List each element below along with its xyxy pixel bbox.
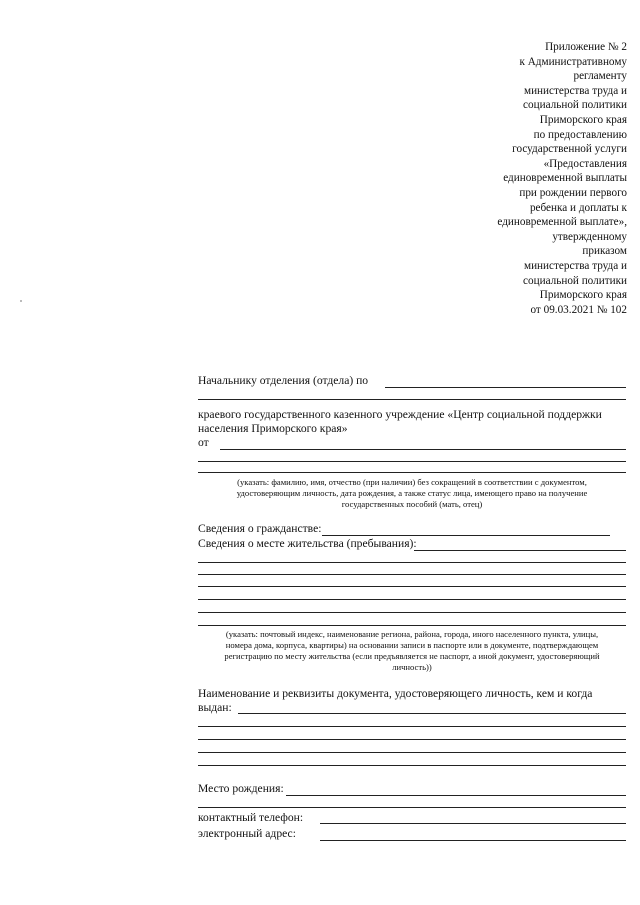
id-doc-field-3[interactable] bbox=[198, 739, 626, 740]
residence-field-6[interactable] bbox=[198, 612, 626, 613]
applicant-hint-1: (указать: фамилию, имя, отчество (при наличии) без сокращений в соответствии с документом, bbox=[237, 477, 587, 487]
header-line: Приложение № 2 bbox=[545, 41, 627, 53]
department-field[interactable] bbox=[385, 387, 626, 388]
applicant-hint-3: государственных пособий (мать, отец) bbox=[341, 499, 483, 509]
header-line: от 09.03.2021 № 102 bbox=[530, 303, 627, 316]
id-doc-field-2[interactable] bbox=[198, 726, 626, 727]
header-line: социальной политики bbox=[523, 274, 627, 287]
header-line: ребенка и доплаты к bbox=[529, 201, 627, 214]
residence-field-3[interactable] bbox=[198, 574, 626, 575]
header-line: утвержденному bbox=[552, 230, 627, 243]
header-line: «Предоставления bbox=[543, 157, 627, 170]
appendix-header bbox=[397, 40, 627, 317]
residence-field-4[interactable] bbox=[198, 586, 626, 587]
header-line: к Административному bbox=[519, 55, 627, 68]
id-doc-label: Наименование и реквизиты документа, удостоверяющего личность, кем и когда bbox=[198, 687, 593, 700]
header-line: единовременной выплате», bbox=[497, 216, 627, 229]
address-hint-4: личность)) bbox=[392, 662, 432, 672]
birthplace-label: Место рождения: bbox=[198, 782, 284, 795]
header-line: министерства труда и bbox=[523, 259, 627, 272]
header-line: Приморского края bbox=[539, 289, 627, 302]
header-line: приказом bbox=[582, 245, 627, 258]
citizenship-field[interactable] bbox=[322, 535, 610, 536]
id-doc-field[interactable] bbox=[238, 713, 626, 714]
header-line: регламенту bbox=[573, 70, 627, 83]
birthplace-field[interactable] bbox=[286, 795, 626, 796]
header-line: при рождении первого bbox=[519, 186, 627, 199]
applicant-field-2[interactable] bbox=[198, 461, 626, 462]
applicant-hint-2: удостоверяющим личность, дата рождения, а также статус лица, имеющего право на получение bbox=[236, 488, 588, 498]
institution-text-2: населения Приморского края» bbox=[198, 422, 348, 435]
phone-label: контактный телефон: bbox=[198, 811, 304, 824]
email-field[interactable] bbox=[320, 840, 626, 841]
applicant-field-3[interactable] bbox=[198, 472, 626, 473]
id-doc-field-5[interactable] bbox=[198, 765, 626, 766]
scan-speck bbox=[20, 300, 22, 302]
department-field-cont[interactable] bbox=[198, 399, 626, 400]
header-line: единовременной выплаты bbox=[503, 172, 627, 185]
residence-field-2[interactable] bbox=[198, 562, 626, 563]
residence-field-7[interactable] bbox=[198, 625, 626, 626]
applicant-field[interactable] bbox=[220, 449, 626, 450]
residence-label: Сведения о месте жительства (пребывания): bbox=[198, 537, 417, 550]
residence-field-5[interactable] bbox=[198, 599, 626, 600]
addressee-label: Начальнику отделения (отдела) по bbox=[198, 374, 369, 387]
from-label: от bbox=[198, 436, 209, 449]
header-line: по предоставлению bbox=[533, 128, 627, 141]
phone-field[interactable] bbox=[320, 823, 626, 824]
header-line: социальной политики bbox=[523, 99, 627, 112]
header-line: государственной услуги bbox=[512, 143, 627, 156]
header-line: министерства труда и bbox=[523, 84, 627, 97]
birthplace-field-2[interactable] bbox=[198, 807, 626, 808]
header-line: Приморского края bbox=[539, 113, 627, 126]
address-hint-1: (указать: почтовый индекс, наименование региона, района, города, иного населенного пункта, улицы, bbox=[225, 629, 599, 639]
id-doc-field-4[interactable] bbox=[198, 752, 626, 753]
citizenship-label: Сведения о гражданстве: bbox=[198, 522, 322, 535]
institution-text: краевого государственного казенного учреждение «Центр социальной поддержки bbox=[198, 408, 602, 421]
email-label: электронный адрес: bbox=[198, 827, 296, 840]
residence-field[interactable] bbox=[414, 550, 626, 551]
id-doc-label-2: выдан: bbox=[198, 701, 232, 714]
address-hint-2: номера дома, корпуса, квартиры) на основании записи в паспорте или в документе, подтверждающем bbox=[225, 640, 599, 650]
address-hint-3: регистрацию по месту жительства (если предъявляется не паспорт, а иной документ, удостоверяющий bbox=[224, 651, 600, 661]
